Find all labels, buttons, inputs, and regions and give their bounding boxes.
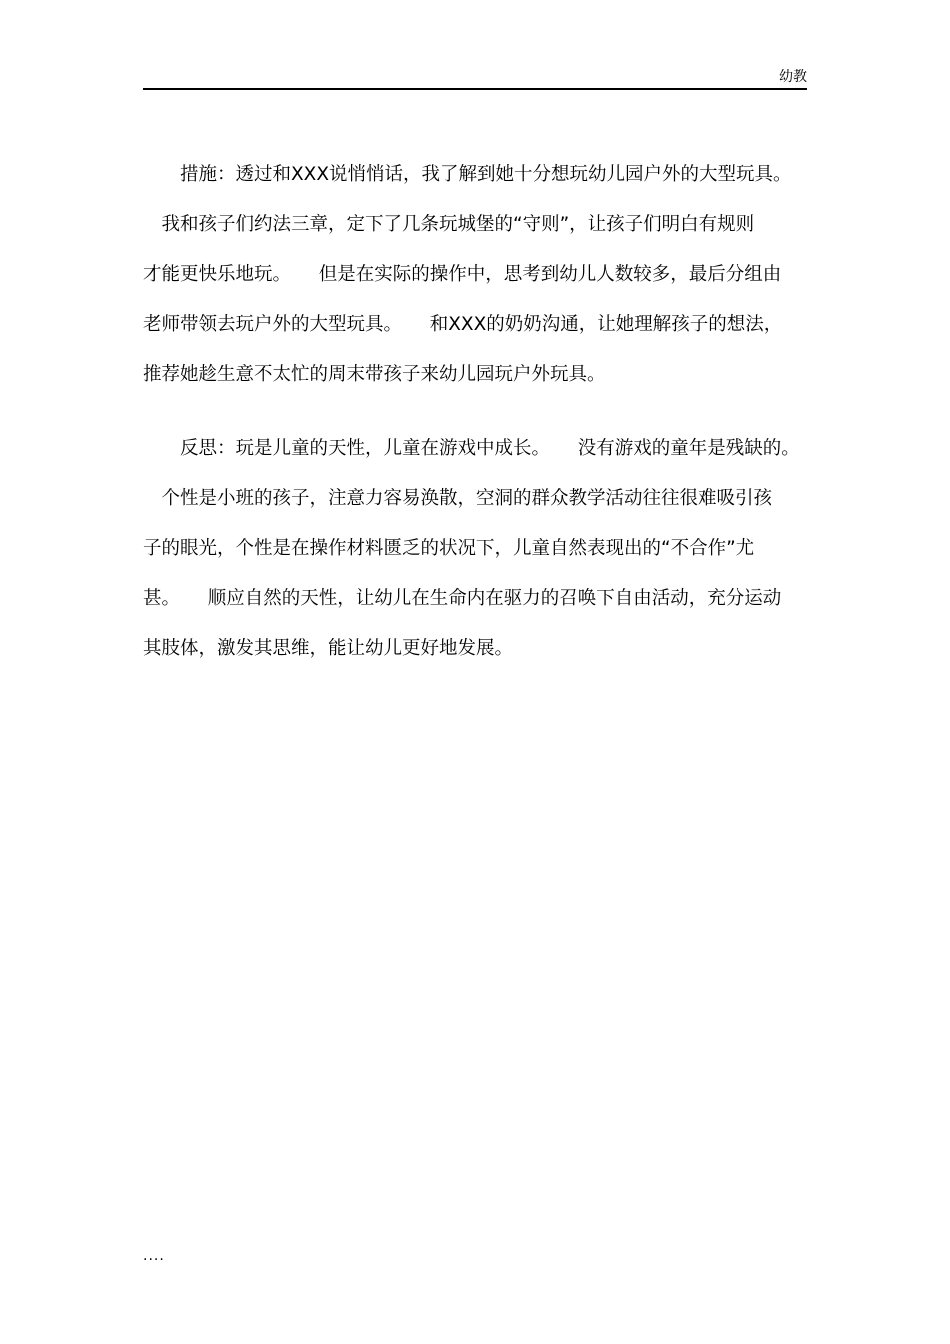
- paragraph-line: 其肢体，激发其思维，能让幼儿更好地发展。: [143, 638, 514, 659]
- paragraph-line: 推荐她趁生意不太忙的周末带孩子来幼儿园玩户外玩具。: [143, 364, 606, 385]
- header-label: 幼教: [779, 69, 807, 85]
- paragraph-line: 甚。 顺应自然的天性，让幼儿在生命内在驱力的召唤下自由活动，充分运动: [143, 588, 782, 609]
- paragraph-line: 反思：玩是儿童的天性，儿童在游戏中成长。 没有游戏的童年是残缺的。: [143, 438, 800, 459]
- footer-text: ....: [143, 1248, 165, 1264]
- paragraph-line: 个性是小班的孩子，注意力容易涣散，空洞的群众教学活动往往很难吸引孩: [143, 488, 773, 509]
- paragraph-reflection: [143, 424, 815, 674]
- paragraph-measures: [143, 150, 815, 400]
- header-rule: [143, 88, 807, 90]
- paragraph-line: 子的眼光，个性是在操作材料匮乏的状况下，儿童自然表现出的“不合作”尤: [143, 538, 755, 559]
- paragraph-line: 才能更快乐地玩。 但是在实际的操作中，思考到幼儿人数较多，最后分组由: [143, 264, 782, 285]
- paragraph-line: 措施：透过和XXX说悄悄话，我了解到她十分想玩幼儿园户外的大型玩具。: [143, 164, 792, 185]
- paragraph-line: 老师带领去玩户外的大型玩具。 和XXX的奶奶沟通，让她理解孩子的想法，: [143, 314, 783, 335]
- paragraph-line: 我和孩子们约法三章，定下了几条玩城堡的“守则”，让孩子们明白有规则: [143, 214, 755, 235]
